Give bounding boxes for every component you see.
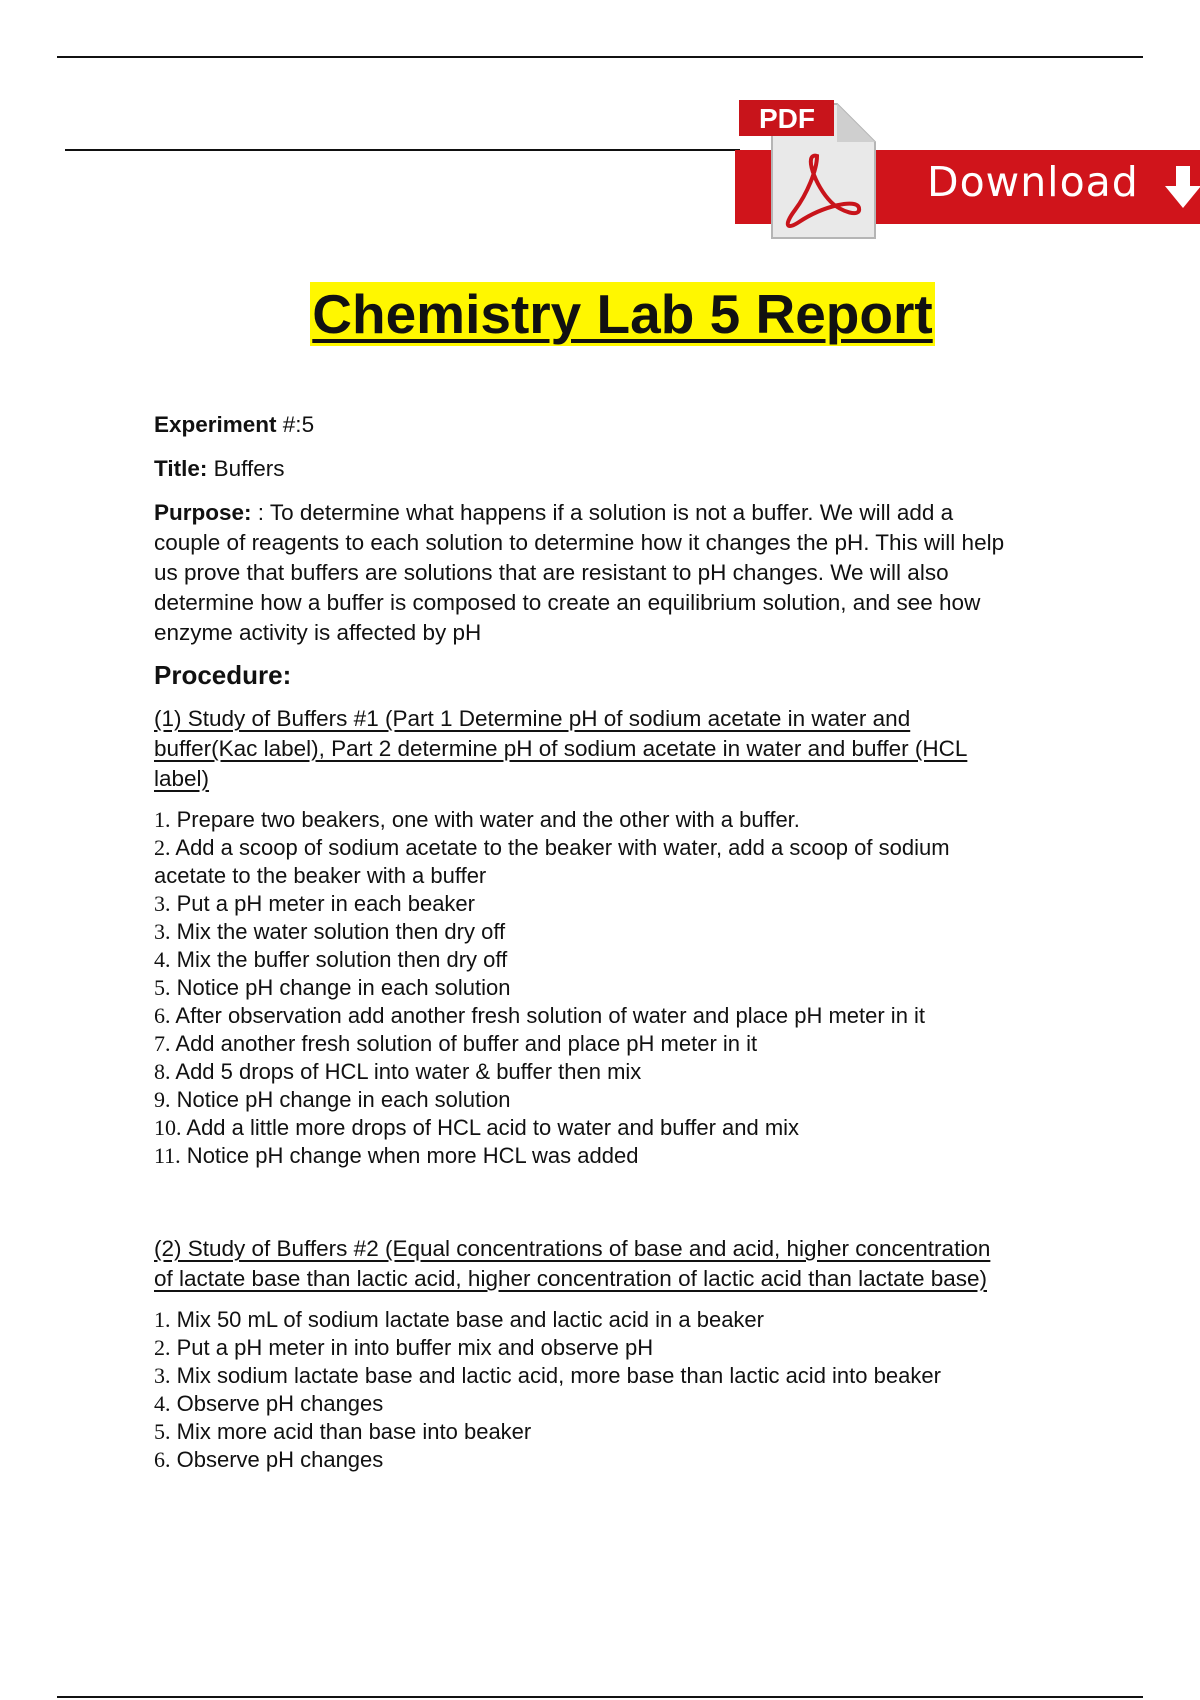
list-item: 4. Mix the buffer solution then dry off [154,947,508,972]
pdf-label: PDF [759,103,815,134]
list-item: 7. Add another fresh solution of buffer and place pH meter in it [154,1031,758,1056]
list-item: 1. Mix 50 mL of sodium lactate base and lactic acid in a beaker [154,1307,764,1332]
list-item: 10. Add a little more drops of HCL acid to water and buffer and mix [154,1115,800,1140]
down-arrow-icon [1163,164,1200,210]
list-item: 5. Notice pH change in each solution [154,975,511,1000]
list-item: 3. Put a pH meter in each beaker [154,891,475,916]
report-body [154,410,1014,1474]
purpose-paragraph: Purpose: : To determine what happens if a solution is not a buffer. We will add a couple of reagents to each solution to determine how it changes the pH. This will help us prove that buffers are solutions that are resistant to pH changes. We will also determine how a buffer is composed to create an equilibrium solution, and see how enzyme activity is affected by pH [154,500,1005,645]
procedure-heading: Procedure: [154,660,292,690]
list-item: 9. Notice pH change in each solution [154,1087,511,1112]
list-item: 1. Prepare two beakers, one with water and the other with a buffer. [154,807,800,832]
study2-steps [154,1306,1014,1474]
list-item: 6. Observe pH changes [154,1447,384,1472]
experiment-line: Experiment #:5 [154,412,315,437]
list-item: 2. Put a pH meter in into buffer mix and observe pH [154,1335,654,1360]
list-item: 4. Observe pH changes [154,1391,384,1416]
study2-heading: (2) Study of Buffers #2 (Equal concentrations of base and acid, higher concentration of lactate base than lactic acid, higher concentration of lactic acid than lactate base) [154,1236,991,1291]
list-item: 11. Notice pH change when more HCL was added [154,1143,639,1168]
list-item: 5. Mix more acid than base into beaker [154,1419,532,1444]
title-line: Title: Buffers [154,456,285,481]
header-rule [65,149,740,151]
study1-steps [154,806,1014,1170]
list-item: 3. Mix the water solution then dry off [154,919,506,944]
top-rule [57,56,1143,58]
download-label: Download [927,158,1139,206]
list-item: 2. Add a scoop of sodium acetate to the beaker with water, add a scoop of sodium acetate to the beaker with a buffer [154,835,950,888]
list-item: 3. Mix sodium lactate base and lactic acid, more base than lactic acid into beaker [154,1363,941,1388]
pdf-file-icon [737,98,877,240]
bottom-rule [57,1696,1143,1698]
study1-heading: (1) Study of Buffers #1 (Part 1 Determine pH of sodium acetate in water and buffer(Kac label), Part 2 determine pH of sodium acetate in water and buffer (HCL label) [154,706,968,791]
page-title: Chemistry Lab 5 Report [312,283,933,345]
list-item: 6. After observation add another fresh solution of water and place pH meter in it [154,1003,926,1028]
list-item: 8. Add 5 drops of HCL into water & buffer then mix [154,1059,642,1084]
